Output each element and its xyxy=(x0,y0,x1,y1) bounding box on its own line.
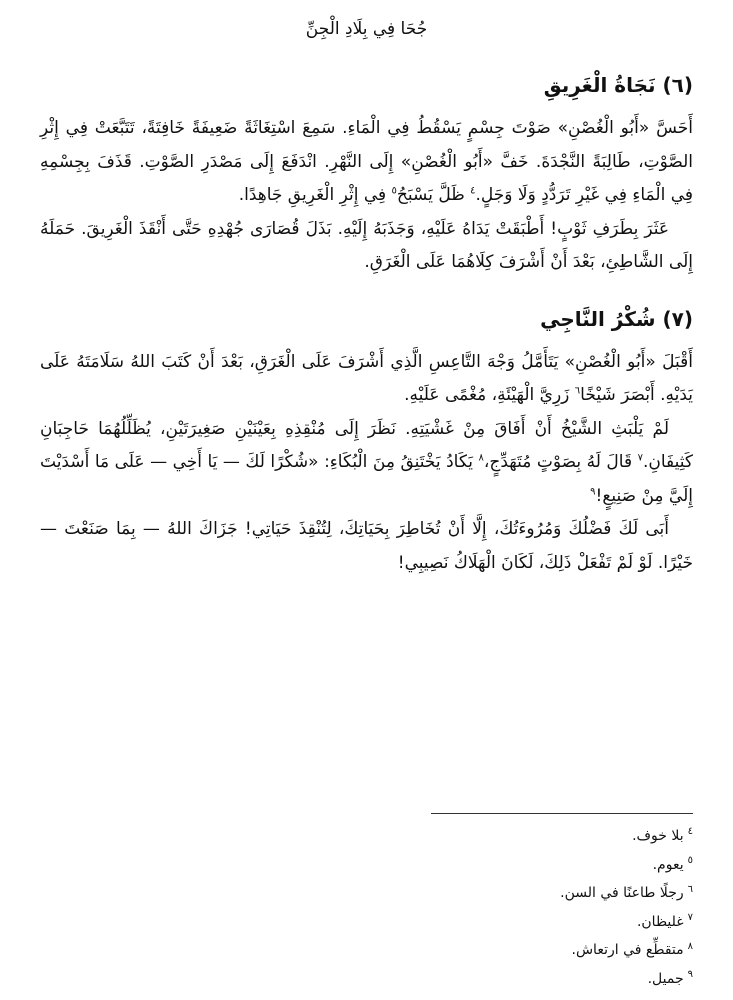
main-text xyxy=(40,68,693,580)
footnotes xyxy=(393,822,693,994)
paragraph: أَقْبَلَ «أَبُو الْغُصْنِ» يَتَأَمَّلُ وَجْهَ التَّاعِسِ الَّذِي أَشْرَفَ عَلَى الْغَرَقِ، بَعْدَ أَنْ كَتَبَ اللهُ سَلَامَتَهُ عَلَى يَدَيْهِ. أَبْصَرَ شَيْخًا$^٦$ زَرِيَّ الْهَيْئَةِ، مُغْمًى عَلَيْهِ. xyxy=(40,351,693,405)
footnote: $^٩$جميل. xyxy=(647,969,693,987)
footnote: $^٨$متقطِّع في ارتعاش. xyxy=(571,940,693,959)
footnote-ref: ٦ xyxy=(574,385,581,397)
running-title: جُحَا فِي بِلَادِ الْجِنِّ xyxy=(305,19,428,39)
footnote: $^٤$بلا خوف. xyxy=(632,826,693,844)
footnote-ref: ٥ xyxy=(391,185,397,197)
footnote: $^٦$رجلًا طاعنًا في السن. xyxy=(560,883,693,902)
paragraph: عَثَرَ بِطَرَفِ ثَوْبٍ! أَطْبَقَتْ يَدَاهُ عَلَيْهِ، وَجَذَبَهُ إِلَيْهِ. بَذَلَ قُصَارَى جُهْدِهِ حَتَّى أَنْقَذَ الْغَرِيقَ. حَمَلَهُ إِلَى الشَّاطِئِ، بَعْدَ أَنْ أَشْرَفَ كِلَاهُمَا عَلَى الْغَرَقِ. xyxy=(40,218,693,272)
footnote-divider xyxy=(431,813,693,814)
footnote-ref: ٩ xyxy=(590,485,596,497)
footnote-ref: ٧ xyxy=(637,452,643,464)
footnote-ref: ٨ xyxy=(478,452,484,464)
paragraph: لَمْ يَلْبَثِ الشَّيْخُ أَنْ أَفَاقَ مِنْ غَشْيَتِهِ. نَظَرَ إِلَى مُنْقِذِهِ بِعَيْنَيْنِ صَغِيرَتَيْنِ، يُظَلِّلُهُمَا حَاجِبَانِ كَثِيفَانِ.$^٧$ قَالَ لَهُ بِصَوْتٍ مُتَهَدِّجٍ،$^٨$ يَكَادُ يَخْتَنِقُ مِنَ الْبُكَاءِ: «شُكْرًا لَكَ — يَا أَخِي — عَلَى مَا أَسْدَيْتَ إِلَيَّ مِنْ صَنِيعٍ!$^٩$ xyxy=(40,418,693,506)
footnote: $^٧$غليظان. xyxy=(636,912,693,930)
section-heading: (٦) نَجَاةُ الْغَرِيقِ xyxy=(543,73,693,97)
paragraph: أَبَى لَكَ فَضْلُكَ وَمُرُوءَتُكَ، إِلَّا أَنْ تُخَاطِرَ بِحَيَاتِكَ، لِتُنْقِذَ حَيَاتِي! جَزَاكَ اللهُ — بِمَا صَنَعْتَ — خَيْرًا. لَوْ لَمْ تَفْعَلْ ذَلِكَ، لَكَانَ الْهَلَاكُ نَصِيبِي! xyxy=(40,519,693,573)
paragraph: أَحَسَّ «أَبُو الْغُصْنِ» صَوْتَ جِسْمٍ يَسْقُطُ فِي الْمَاءِ. سَمِعَ اسْتِغَاثَةً ضَعِيفَةً خَافِتَةً، تَتَبَّعَتْ فِي إِثْرِ الصَّوْتِ، طَالِبَةً النَّجْدَةَ. خَفَّ «أَبُو الْغُصْنِ» إِلَى النَّهْرِ. انْدَفَعَ إِلَى مَصْدَرِ الصَّوْتِ. قَذَفَ بِجِسْمِهِ فِي الْمَاءِ فِي غَيْرِ تَرَدُّدٍ وَلَا وَجَلٍ.$^٤$ ظَلَّ يَسْبَحُ$^٥$ فِي إِثْرِ الْغَرِيقِ جَاهِدًا. xyxy=(40,118,693,205)
section-heading: (٧) شُكْرُ النَّاجِي xyxy=(540,306,693,331)
footnote: $^٥$يعوم. xyxy=(652,854,693,873)
footnote-ref: ٤ xyxy=(470,185,476,197)
